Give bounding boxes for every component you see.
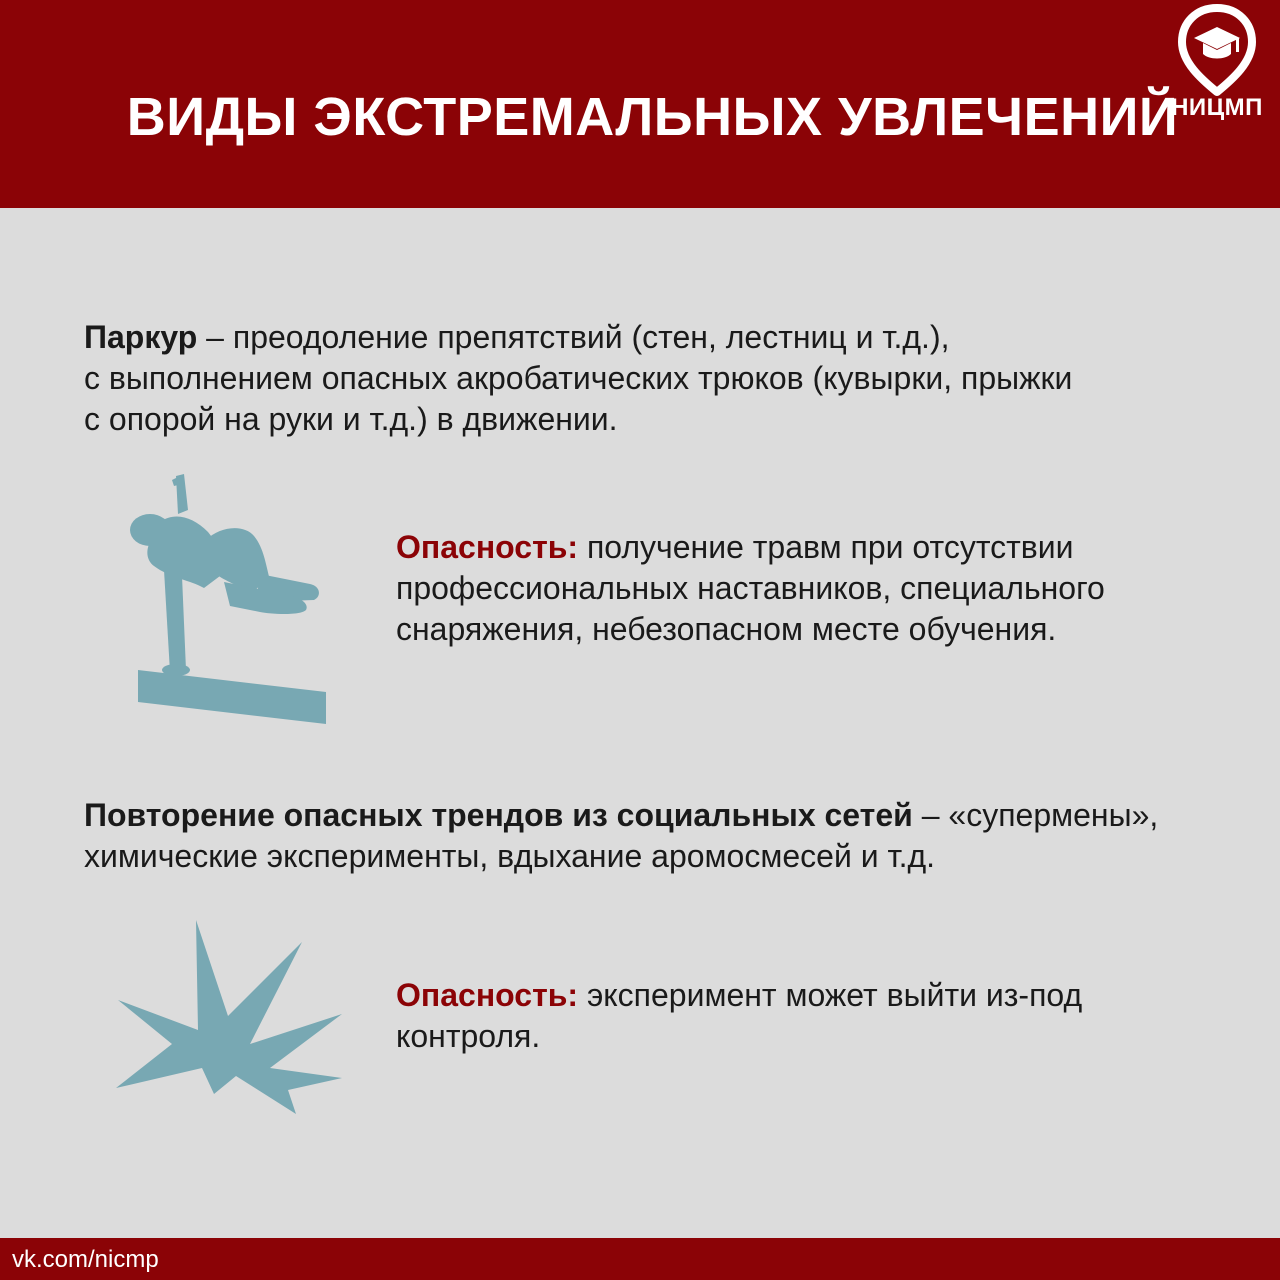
- parkour-danger-line-2: профессиональных наставников, специального: [396, 570, 1105, 606]
- trends-line-1: Повторение опасных трендов из социальных сетей – «супермены»,: [84, 797, 1159, 833]
- parkour-danger-line-3: снаряжения, небезопасном месте обучения.: [396, 611, 1057, 647]
- logo: [1164, 4, 1270, 124]
- vk-link[interactable]: vk.com/nicmp: [12, 1246, 159, 1273]
- header-banner: [0, 0, 1280, 208]
- logo-text: НИЦМП: [1171, 94, 1263, 121]
- trends-line-2: химические эксперименты, вдыхание аромосмесей и т.д.: [84, 838, 936, 874]
- trends-danger: [396, 975, 1256, 1057]
- danger-label: Опасность:: [396, 977, 579, 1013]
- parkour-term: Паркур: [84, 319, 198, 355]
- parkour-illustration: [120, 470, 340, 730]
- parkour-jumper-icon: [120, 470, 340, 730]
- trends-danger-line-2: контроля.: [396, 1018, 541, 1054]
- parkour-line-3: с опорой на руки и т.д.) в движении.: [84, 401, 618, 437]
- parkour-description: [84, 317, 1234, 440]
- trends-description: [84, 795, 1244, 877]
- parkour-line-1: Паркур – преодоление препятствий (стен, лестниц и т.д.),: [84, 319, 950, 355]
- danger-label: Опасность:: [396, 529, 579, 565]
- parkour-danger: [396, 527, 1256, 650]
- explosion-illustration: [110, 918, 350, 1118]
- explosion-icon: [110, 918, 350, 1118]
- trends-term: Повторение опасных трендов из социальных сетей: [84, 797, 913, 833]
- graduation-cap-location-pin-icon: [1176, 4, 1258, 96]
- page-title: ВИДЫ ЭКСТРЕМАЛЬНЫХ УВЛЕЧЕНИЙ: [126, 87, 1179, 147]
- footer-bar: [0, 1238, 1280, 1280]
- parkour-line-2: с выполнением опасных акробатических трюков (кувырки, прыжки: [84, 360, 1073, 396]
- parkour-danger-line-1: Опасность: получение травм при отсутствии: [396, 529, 1074, 565]
- trends-danger-line-1: Опасность: эксперимент может выйти из-под: [396, 977, 1083, 1013]
